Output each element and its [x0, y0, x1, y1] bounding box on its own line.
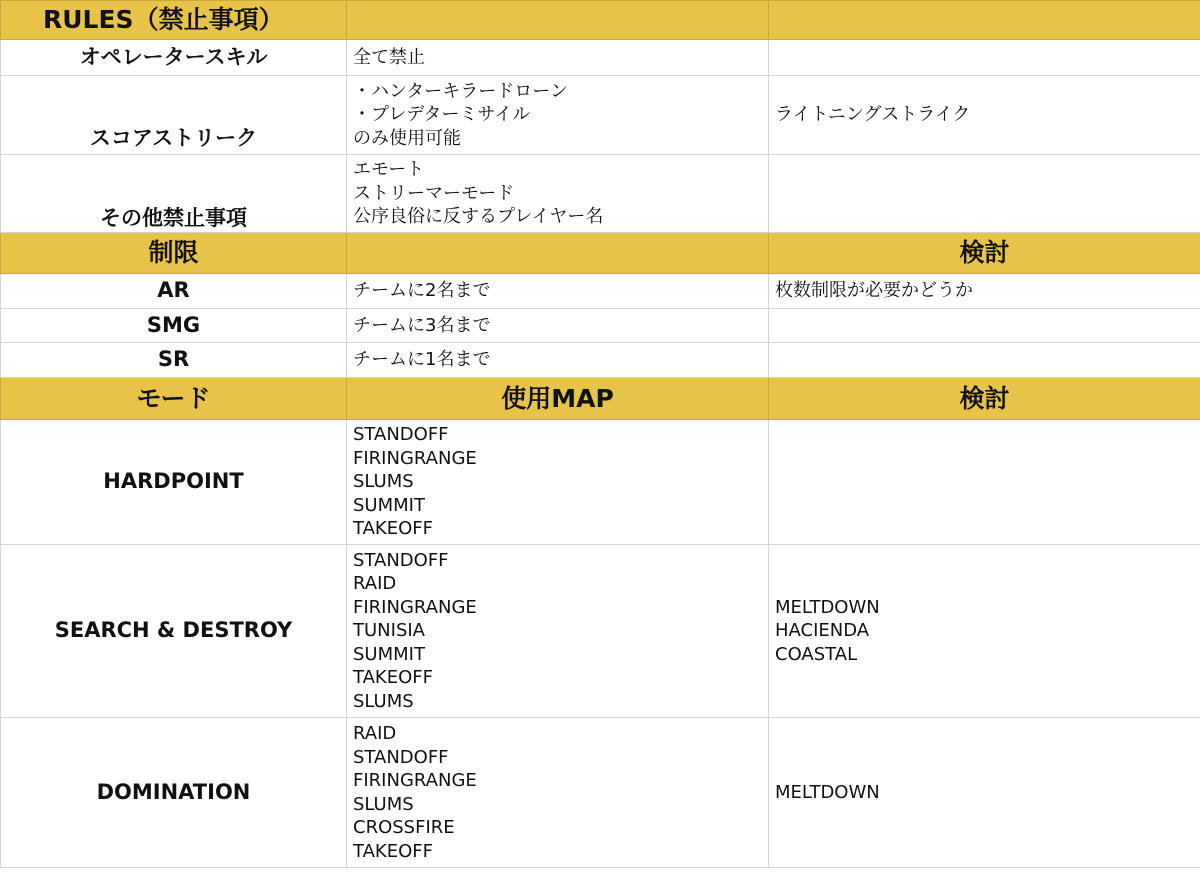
- note-map-name: MELTDOWN: [775, 596, 880, 618]
- note-map-name: MELTDOWN: [775, 781, 880, 803]
- rule-note-cell[interactable]: [769, 155, 1200, 233]
- mode-row-hardpoint: [1, 420, 1200, 545]
- mode-note-cell[interactable]: [769, 718, 1200, 868]
- map-name: RAID: [353, 723, 397, 744]
- note-map-name: HACIENDA: [775, 620, 870, 642]
- modes-header-col1[interactable]: モード: [1, 378, 347, 420]
- rule-label[interactable]: その他禁止事項: [1, 155, 347, 233]
- note-map-name: COASTAL: [775, 643, 858, 665]
- map-name: TUNISIA: [353, 620, 425, 642]
- mode-row-domination: [1, 718, 1200, 868]
- map-name: RAID: [353, 573, 397, 595]
- rule-row-operator-skill: [1, 40, 1200, 76]
- limit-label[interactable]: SMG: [1, 309, 347, 343]
- mode-label[interactable]: SEARCH & DESTROY: [1, 545, 347, 718]
- rule-detail-line: 公序良俗に反するプレイヤー名: [353, 206, 604, 228]
- modes-header-col3[interactable]: 検討: [769, 378, 1200, 420]
- rules-title[interactable]: RULES（禁止事項）: [1, 1, 347, 40]
- map-name: SLUMS: [353, 793, 414, 815]
- map-name: FIRINGRANGE: [353, 596, 477, 618]
- rules-header-empty-2[interactable]: [347, 1, 769, 40]
- limit-row-sr: [1, 343, 1200, 378]
- rule-detail-line: エモート: [353, 159, 425, 181]
- limit-note[interactable]: [769, 309, 1200, 343]
- mode-maps-cell[interactable]: [347, 545, 769, 718]
- map-name: TAKEOFF: [353, 667, 433, 689]
- mode-note-cell[interactable]: [769, 545, 1200, 718]
- rule-detail-line: ストリーマーモード: [353, 182, 515, 204]
- rule-detail-line: ・プレデターミサイル: [353, 104, 531, 126]
- map-name: SUMMIT: [353, 494, 425, 516]
- modes-header-col2[interactable]: 使用MAP: [347, 378, 769, 420]
- rule-detail-line: のみ使用可能: [353, 127, 461, 149]
- rule-note-cell[interactable]: [769, 76, 1200, 155]
- rule-detail-cell[interactable]: [347, 76, 769, 155]
- limits-header-row: [1, 233, 1200, 274]
- map-name: CROSSFIRE: [353, 817, 455, 838]
- limit-detail[interactable]: チームに2名まで: [347, 274, 769, 309]
- map-name: SLUMS: [353, 690, 414, 712]
- map-name: TAKEOFF: [353, 840, 433, 862]
- rule-row-score-streak: [1, 76, 1200, 155]
- limit-note[interactable]: [769, 343, 1200, 378]
- rule-note-cell[interactable]: [769, 40, 1200, 76]
- map-name: FIRINGRANGE: [353, 770, 477, 791]
- limits-header-col2[interactable]: [347, 233, 769, 274]
- mode-note-cell[interactable]: [769, 420, 1200, 545]
- limit-row-smg: [1, 309, 1200, 343]
- map-name: SUMMIT: [353, 643, 425, 665]
- mode-row-search-destroy: [1, 545, 1200, 718]
- rule-label[interactable]: オペレータースキル: [1, 40, 347, 76]
- mode-label[interactable]: HARDPOINT: [1, 420, 347, 545]
- modes-header-row: [1, 378, 1200, 420]
- rule-detail-line: ・ハンターキラードローン: [353, 80, 568, 102]
- limit-label[interactable]: AR: [1, 274, 347, 309]
- rule-detail-cell[interactable]: [347, 155, 769, 233]
- rule-label[interactable]: スコアストリーク: [1, 76, 347, 155]
- limit-row-ar: [1, 274, 1200, 309]
- map-name: SLUMS: [353, 471, 414, 493]
- rule-row-other: [1, 155, 1200, 233]
- rules-header-empty-3[interactable]: [769, 1, 1200, 40]
- rule-detail-cell[interactable]: [347, 40, 769, 76]
- map-name: FIRINGRANGE: [353, 447, 477, 469]
- map-name: STANDOFF: [353, 746, 449, 768]
- map-name: STANDOFF: [353, 424, 449, 446]
- mode-maps-cell[interactable]: [347, 420, 769, 545]
- limit-note[interactable]: 枚数制限が必要かどうか: [769, 274, 1200, 309]
- map-name: TAKEOFF: [353, 518, 433, 540]
- limit-label[interactable]: SR: [1, 343, 347, 378]
- rule-detail-line: 全て禁止: [353, 46, 425, 68]
- limits-header-col3[interactable]: 検討: [769, 233, 1200, 274]
- limit-detail[interactable]: チームに1名まで: [347, 343, 769, 378]
- limit-detail[interactable]: チームに3名まで: [347, 309, 769, 343]
- limits-header-col1[interactable]: 制限: [1, 233, 347, 274]
- rule-note-line: ライトニングストライク: [775, 104, 971, 126]
- mode-maps-cell[interactable]: [347, 718, 769, 868]
- mode-label[interactable]: DOMINATION: [1, 718, 347, 868]
- rules-header-row: [1, 1, 1200, 40]
- map-name: STANDOFF: [353, 549, 449, 571]
